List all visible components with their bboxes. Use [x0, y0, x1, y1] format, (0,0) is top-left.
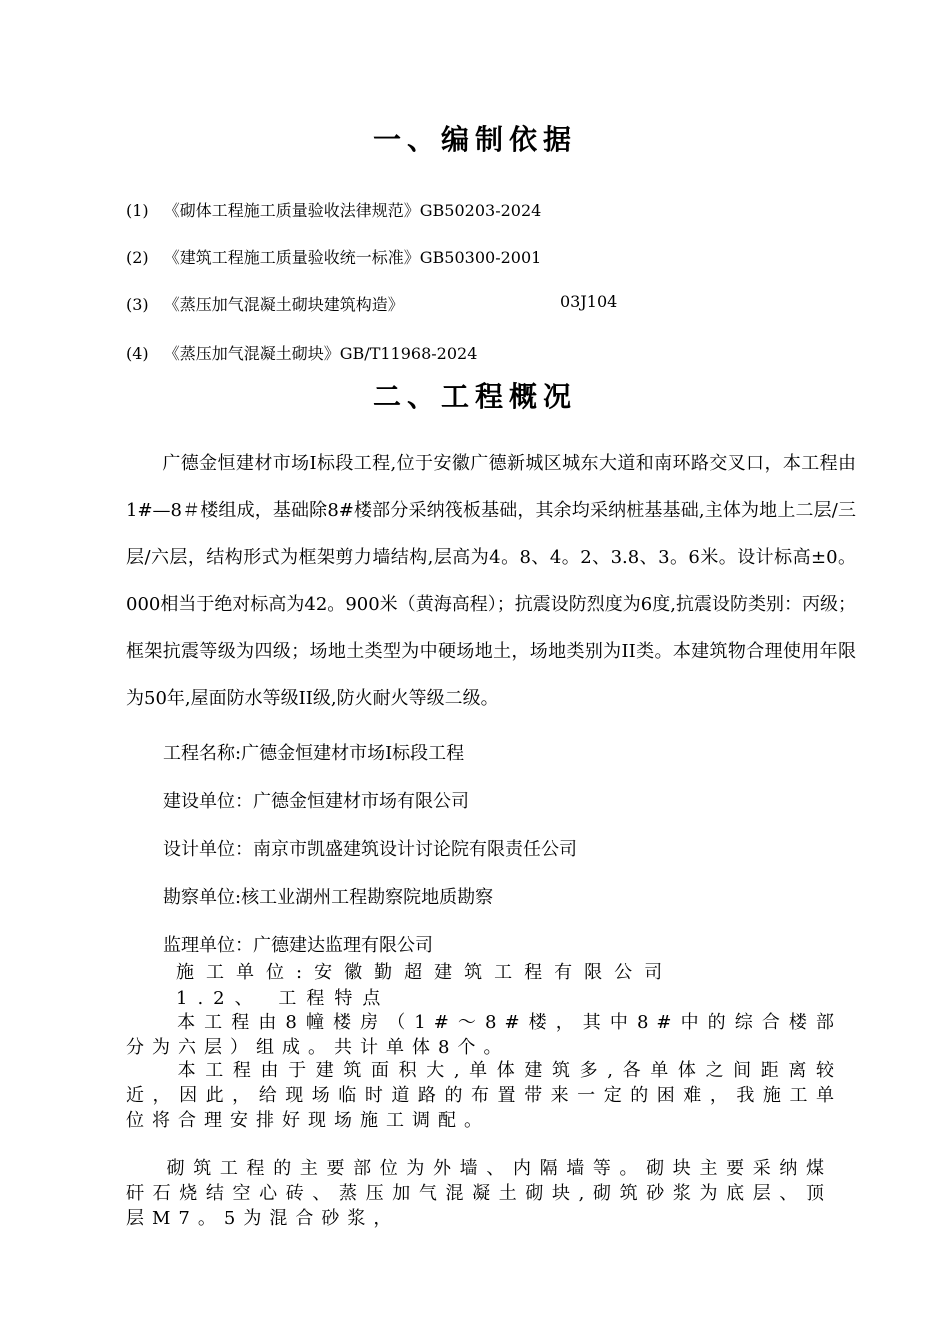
reference-code: 03J104	[560, 292, 618, 311]
feature-paragraph-2	[126, 1058, 842, 1133]
reference-number: (1)	[126, 201, 149, 220]
reference-text: 《蒸压加气混凝土砌块》GB/T11968-2024	[163, 344, 478, 363]
owner-unit: 建设单位：广德金恒建材市场有限公司	[163, 791, 469, 812]
feature-text-2: 本工程由于建筑面积大,单体建筑多,各单体之间距离较近，因此，给现场临时道路的布置带来一定的困难，我施工单位将合理安排好现场施工调配。	[126, 1060, 842, 1131]
reference-item	[126, 198, 541, 221]
design-unit: 设计单位：南京市凯盛建筑设计讨论院有限责任公司	[163, 839, 577, 860]
feature-paragraph-1	[126, 1010, 842, 1060]
feature-text-3: 砌筑工程的主要部位为外墙、内隔墙等。砌块主要采纳煤矸石烧结空心砖、蒸压加气混凝土砌块,砌筑砂浆为底层、顶层M7。5为混合砂浆，	[126, 1158, 832, 1229]
construction-unit: 施工单位:安徽勤超建筑工程有限公司	[176, 962, 675, 983]
section-1-title: 一、编制依据	[372, 123, 577, 156]
reference-number: (3)	[126, 295, 149, 314]
reference-item	[126, 245, 541, 268]
survey-unit: 勘察单位:核工业湖州工程勘察院地质勘察	[163, 887, 494, 908]
subsection-title: 1.2、 工程特点	[176, 988, 391, 1009]
reference-number: (4)	[126, 344, 149, 363]
reference-text: 《建筑工程施工质量验收统一标准》GB50300-2001	[163, 248, 542, 267]
supervision-unit: 监理单位：广德建达监理有限公司	[163, 935, 433, 956]
reference-text: 《蒸压加气混凝土砌块建筑构造》	[163, 295, 404, 314]
overview-paragraph	[126, 440, 856, 722]
overview-text: 广德金恒建材市场Ⅰ标段工程,位于安徽广德新城区城东大道和南环路交叉口，本工程由1#—8＃楼组成，基础除8#楼部分采纳筏板基础，其余均采纳桩基基础,主体为地上二层/三层/六层，结构形式为框架剪力墙结构,层高为4。8、4。2、3.8、3。6米。设计标高±0。000相当于绝对标高为42。900米（黄海高程）；抗震设防烈度为6度,抗震设防类别：丙级；框架抗震等级为四级；场地土类型为中硬场地土，场地类别为II类。本建筑物合理使用年限为50年,屋面防水等级II级,防火耐火等级二级。	[126, 453, 856, 709]
project-name: 工程名称:广德金恒建材市场Ⅰ标段工程	[163, 743, 465, 764]
reference-number: (2)	[126, 248, 149, 267]
reference-item	[126, 341, 477, 364]
feature-paragraph-3	[126, 1156, 832, 1231]
feature-text-1: 本工程由8幢楼房（1#～8#楼，其中8#中的综合楼部分为六层）组成。共计单体8个。	[126, 1012, 842, 1058]
reference-text: 《砌体工程施工质量验收法律规范》GB50203-2024	[163, 201, 542, 220]
section-2-title: 二、工程概况	[372, 380, 577, 413]
reference-item	[126, 292, 626, 315]
